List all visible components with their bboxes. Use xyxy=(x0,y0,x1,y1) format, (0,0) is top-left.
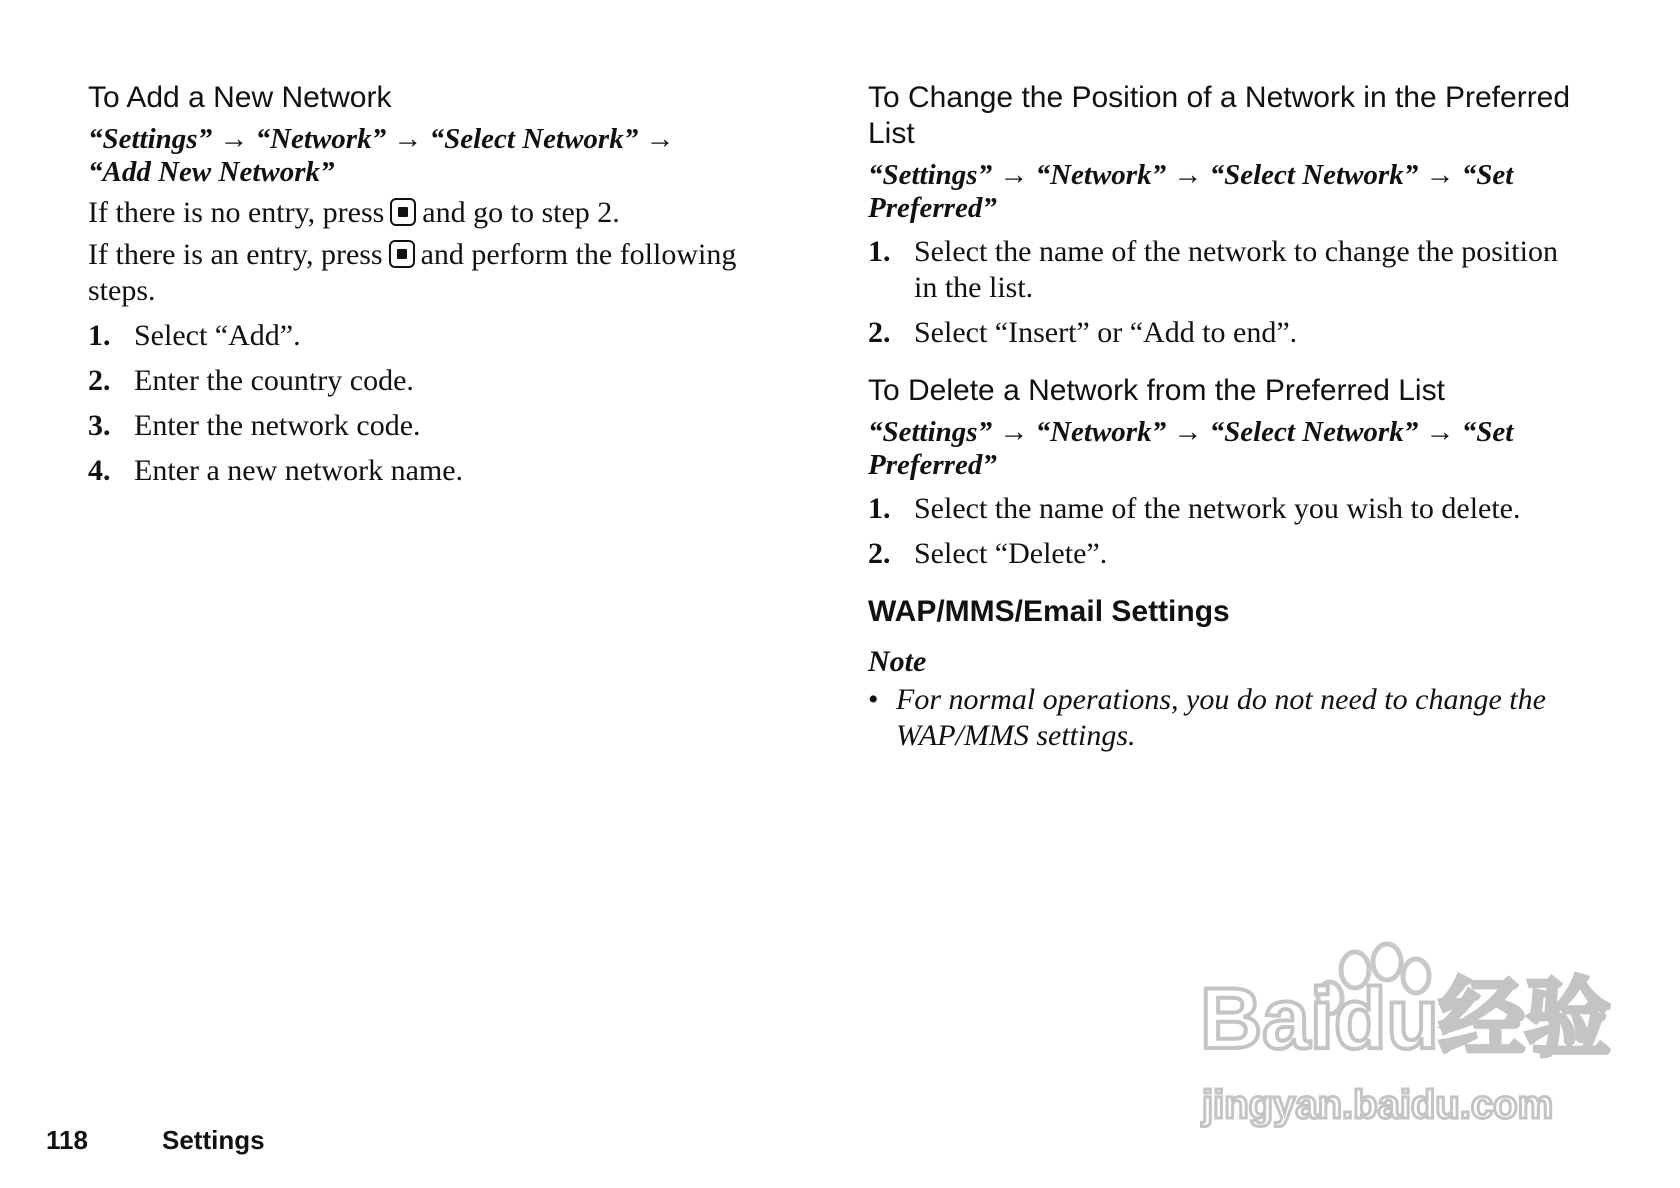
page-number: 118 xyxy=(46,1125,88,1155)
note-title: Note xyxy=(868,645,927,678)
change-position-menu-path: “Settings” → “Network” → “Select Network” → “Set Preferred” xyxy=(868,159,1514,224)
change-position-heading: To Change the Position of a Network in the Preferred List xyxy=(868,81,1571,150)
left-column xyxy=(88,80,808,489)
baidu-paw-logo-icon xyxy=(1200,940,1620,1140)
center-select-key-icon xyxy=(389,240,415,268)
baidu-watermark xyxy=(1200,940,1620,1140)
list-item: 2. Select “Delete”. xyxy=(868,537,1108,570)
wap-settings-heading: WAP/MMS/Email Settings xyxy=(868,595,1230,628)
footer-section-title: Settings xyxy=(162,1125,265,1155)
right-column xyxy=(868,80,1588,754)
add-network-steps xyxy=(88,318,808,489)
change-position-steps xyxy=(868,234,1588,351)
bullet-icon: • xyxy=(868,683,879,716)
list-item: 1. Select the name of the network you wish to delete. xyxy=(868,492,1521,525)
svg-text:Baidu经验: Baidu经验 xyxy=(1200,971,1611,1067)
list-item: 3. Enter the network code. xyxy=(88,409,421,442)
delete-network-menu-path: “Settings” → “Network” → “Select Network” → “Set Preferred” xyxy=(868,416,1514,481)
delete-network-steps xyxy=(868,491,1588,572)
page-footer xyxy=(46,1125,265,1156)
note-bullet: • For normal operations, you do not need to change the WAP/MMS settings. xyxy=(868,683,1546,752)
no-entry-instruction: If there is no entry, press and go to step 2. xyxy=(88,196,620,229)
list-item: 2. Enter the country code. xyxy=(88,364,414,397)
delete-network-heading: To Delete a Network from the Preferred List xyxy=(868,374,1445,407)
list-item: 4. Enter a new network name. xyxy=(88,454,464,487)
center-select-key-icon xyxy=(390,198,416,226)
list-item: 1. Select the name of the network to change the position in the list. xyxy=(868,235,1558,304)
list-item: 1. Select “Add”. xyxy=(88,319,301,352)
add-network-menu-path: “Settings” → “Network” → “Select Network” → “Add New Network” xyxy=(88,123,675,188)
svg-text:jingyan.baidu.com: jingyan.baidu.com xyxy=(1202,1083,1554,1127)
entry-instruction: If there is an entry, press and perform the following steps. xyxy=(88,238,737,307)
list-item: 2. Select “Insert” or “Add to end”. xyxy=(868,316,1298,349)
add-network-heading: To Add a New Network xyxy=(88,81,392,114)
